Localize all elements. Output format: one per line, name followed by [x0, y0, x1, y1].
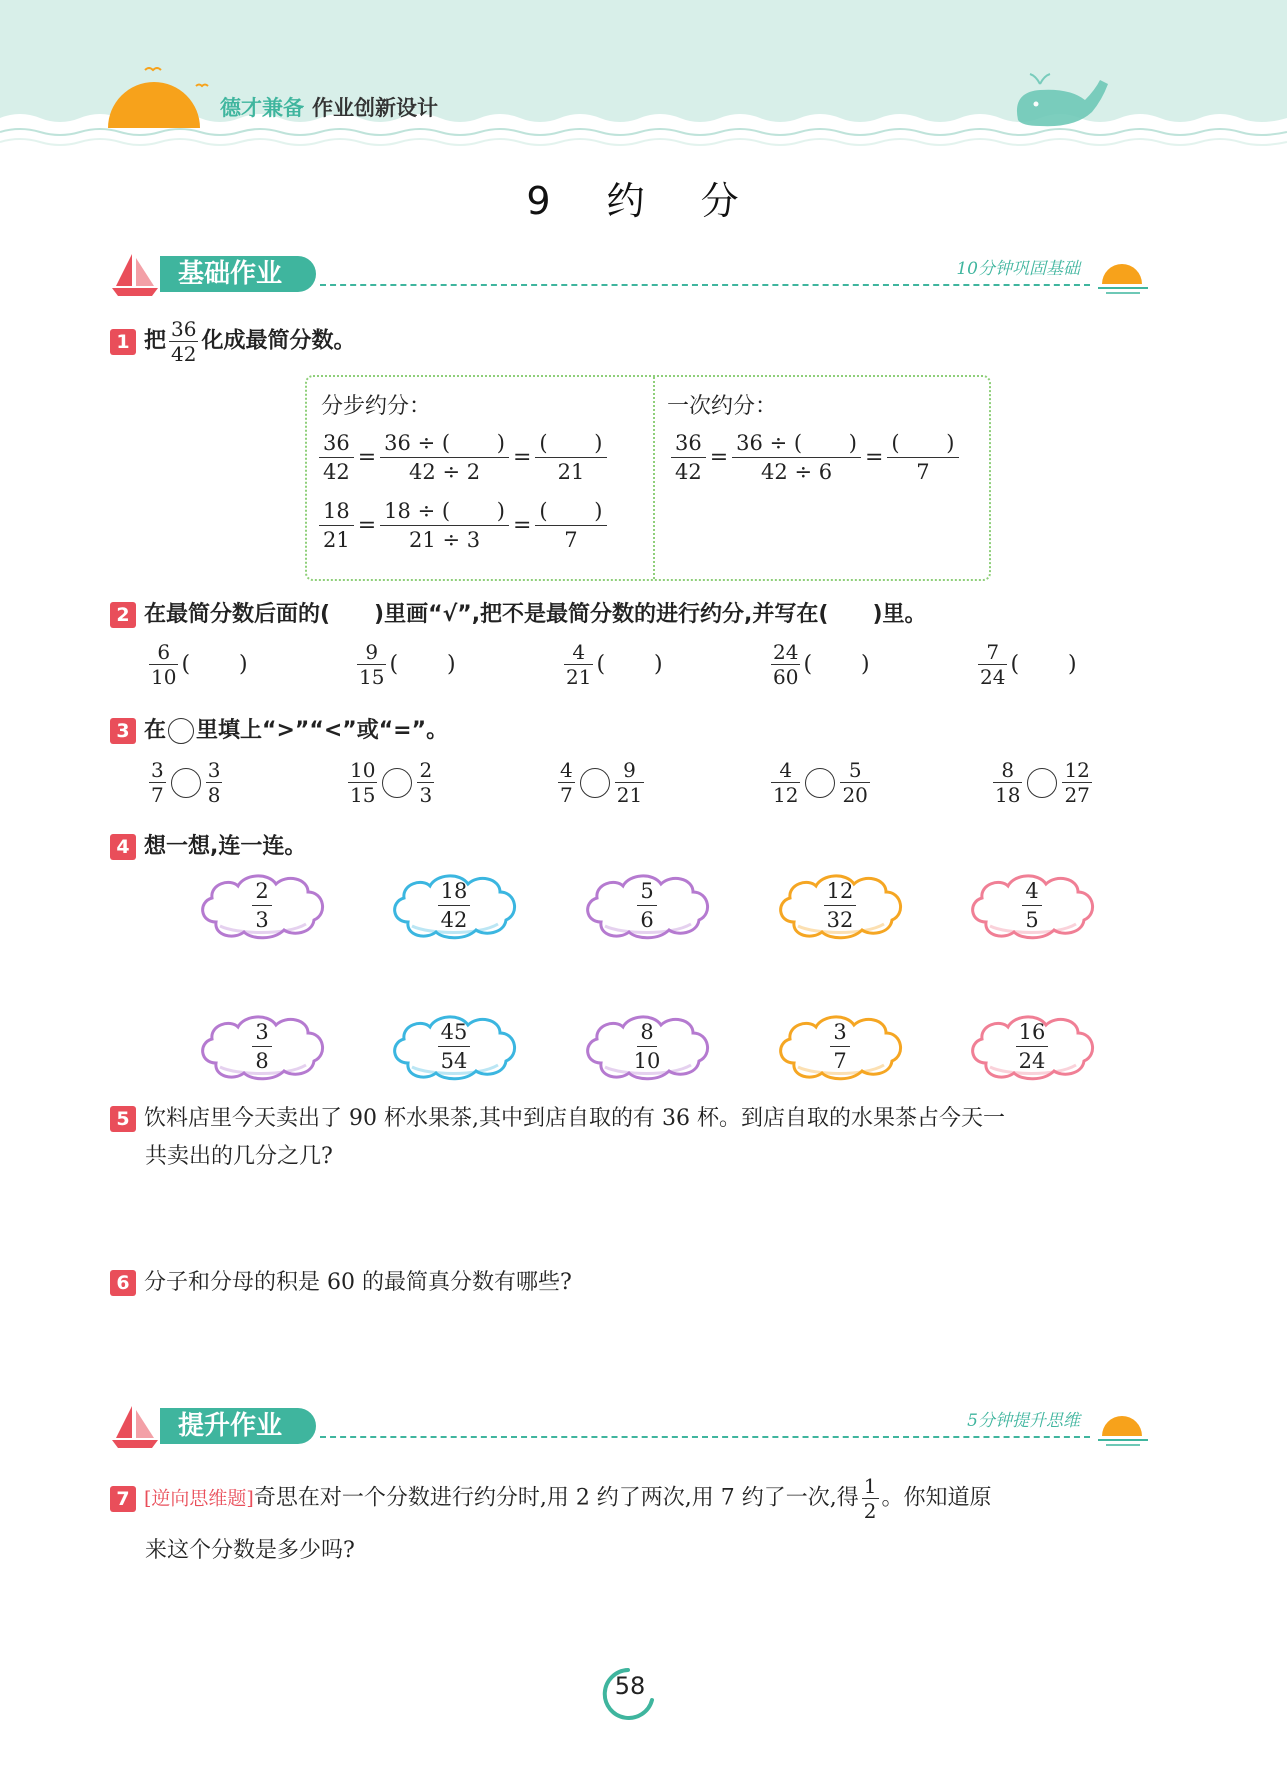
denominator: 7: [151, 783, 164, 807]
q2-item: [975, 640, 1077, 689]
numerator: 7: [978, 640, 1007, 665]
stepwise-heading: 分步约分：: [321, 394, 432, 419]
answer-blank[interactable]: ( ): [1010, 652, 1077, 677]
q2-item: [146, 640, 248, 689]
question-number: 5: [110, 1106, 136, 1132]
question-5: [110, 1104, 1005, 1134]
denominator: 10: [633, 1049, 661, 1073]
cloud-fraction[interactable]: [966, 870, 1098, 942]
numerator: 5: [840, 758, 869, 783]
numerator: 18: [319, 497, 354, 526]
question-number: 2: [110, 602, 136, 628]
answer-blank[interactable]: ( ): [181, 652, 248, 677]
denominator: 8: [255, 1049, 269, 1073]
denominator: 42 ÷ 2: [409, 460, 481, 484]
equals-sign: =: [512, 513, 532, 538]
denominator: 24: [980, 665, 1006, 689]
numerator: 12: [1064, 758, 1090, 782]
denominator: 21: [323, 528, 350, 552]
section-advanced-note: 5分钟提升思维: [967, 1411, 1080, 1431]
denominator: 18: [995, 783, 1021, 807]
cloud-fraction[interactable]: [581, 870, 713, 942]
brand-green: 德才兼备: [220, 96, 304, 120]
cloud-fraction[interactable]: [388, 870, 520, 942]
equals-sign: =: [864, 445, 884, 470]
numerator: 9: [357, 640, 386, 665]
denominator: 21: [557, 460, 585, 484]
numerator: 2: [252, 877, 271, 906]
equals-sign: =: [357, 513, 377, 538]
denominator: 42 ÷ 6: [761, 460, 833, 484]
oneshot-heading: 一次约分：: [667, 394, 778, 419]
q6-text: 分子和分母的积是 60 的最简真分数有哪些?: [144, 1270, 572, 1295]
denominator: 15: [359, 665, 385, 689]
section-basic-label: 基础作业: [160, 256, 316, 292]
sunset-icon: [1096, 256, 1150, 296]
equation-3: [671, 429, 959, 486]
section-advanced-header: [110, 1400, 1150, 1456]
question-number: 1: [110, 329, 136, 355]
box-divider: [653, 377, 655, 579]
numerator: 36: [671, 429, 706, 458]
section-advanced-label: 提升作业: [160, 1408, 316, 1444]
answer-blank[interactable]: ( ): [535, 497, 606, 526]
denominator: 3: [255, 908, 269, 932]
cloud-fraction-text: [774, 1018, 906, 1075]
q3-item: [555, 758, 647, 807]
q3-text-after: 里填上“>”“<”或“=”。: [196, 718, 449, 743]
answer-blank[interactable]: ( ): [803, 652, 870, 677]
q3-text-before: 在: [144, 718, 167, 743]
brand-black: 作业创新设计: [312, 96, 438, 120]
numerator: 4: [1022, 877, 1041, 906]
cloud-fraction-text: [774, 877, 906, 934]
denominator: 24: [1018, 1049, 1046, 1073]
numerator: 16: [1016, 1018, 1049, 1047]
cloud-fraction[interactable]: [966, 1011, 1098, 1083]
q1-fraction: [169, 317, 198, 366]
question-4: [110, 832, 306, 862]
page-title: 9 约 分: [526, 179, 761, 223]
numerator: 9: [615, 758, 644, 783]
denominator: 27: [1064, 783, 1090, 807]
q4-text: 想一想,连一连。: [144, 834, 307, 859]
circle-symbol: [168, 718, 194, 744]
numerator: 45: [438, 1018, 471, 1047]
q3-item: [345, 758, 437, 807]
denominator: 42: [171, 342, 197, 366]
header-banner: [0, 0, 1287, 160]
q7-text-after: 。你知道原: [881, 1485, 992, 1511]
q1-work-box: [305, 375, 991, 581]
denominator: 54: [440, 1049, 468, 1073]
denominator: 5: [1025, 908, 1039, 932]
numerator: 6: [149, 640, 178, 665]
cloud-fraction-text: [966, 877, 1098, 934]
denominator: 32: [826, 908, 854, 932]
page-number: 58: [614, 1672, 646, 1700]
question-3: [110, 716, 448, 746]
numerator: 3: [151, 758, 164, 782]
cloud-fraction[interactable]: [581, 1011, 713, 1083]
denominator: 21: [616, 783, 643, 807]
cloud-fraction[interactable]: [388, 1011, 520, 1083]
q5-line-1: 饮料店里今天卖出了 90 杯水果茶,其中到店自取的有 36 杯。到店自取的水果茶占今天一: [144, 1106, 1005, 1131]
equals-sign: =: [512, 445, 532, 470]
numerator: 8: [993, 758, 1022, 783]
numerator: 5: [637, 877, 656, 906]
question-tag: [逆向思维题]: [144, 1487, 254, 1510]
equals-sign: =: [709, 445, 729, 470]
q5-line-2: 共卖出的几分之几?: [145, 1144, 333, 1169]
numerator: 18: [438, 877, 471, 906]
cloud-fraction-text: [581, 1018, 713, 1075]
answer-blank[interactable]: 18 ÷ ( ): [380, 497, 509, 526]
q2-text: 在最简分数后面的( )里画“√”,把不是最简分数的进行约分,并写在( )里。: [144, 602, 927, 627]
denominator: 7: [833, 1049, 847, 1073]
numerator: 36: [319, 429, 354, 458]
denominator: 20: [842, 783, 868, 807]
cloud-fraction-text: [196, 1018, 328, 1075]
equation-2: [319, 497, 607, 554]
brand-title: [220, 92, 438, 122]
answer-blank[interactable]: ( ): [596, 652, 663, 677]
q1-text-after: 化成最简分数。: [201, 328, 356, 354]
numerator: 10: [350, 758, 376, 782]
numerator: 3: [830, 1018, 849, 1047]
cloud-fraction-text: [388, 877, 520, 934]
equals-sign: =: [357, 445, 377, 470]
answer-blank[interactable]: ( ): [389, 652, 456, 677]
question-number: 6: [110, 1270, 136, 1296]
q3-item: [768, 758, 873, 807]
denominator: 2: [863, 1499, 877, 1523]
q2-item: [354, 640, 456, 689]
denominator: 8: [207, 783, 221, 807]
question-1: [110, 317, 355, 366]
numerator: 8: [637, 1018, 656, 1047]
numerator: 3: [207, 758, 221, 782]
question-2: [110, 600, 927, 630]
numerator: 12: [824, 877, 857, 906]
denominator: 15: [350, 783, 376, 807]
denominator: 42: [440, 908, 468, 932]
equation-1: [319, 429, 607, 486]
page-header: [0, 0, 1287, 160]
cloud-fraction[interactable]: [774, 1011, 906, 1083]
numerator: 4: [560, 758, 573, 782]
q3-item: [990, 758, 1095, 807]
q1-text-before: 把: [144, 328, 167, 354]
cloud-fraction-text: [966, 1018, 1098, 1075]
section-divider: [320, 284, 1090, 286]
q7-line-2: 来这个分数是多少吗?: [145, 1538, 355, 1563]
question-6: [110, 1268, 572, 1298]
numerator: 3: [252, 1018, 271, 1047]
numerator: 4: [771, 758, 800, 783]
q3-item: [146, 758, 225, 807]
denominator: 21: [566, 665, 592, 689]
cloud-fraction-text: [196, 877, 328, 934]
denominator: 10: [151, 665, 177, 689]
numerator: 4: [564, 640, 593, 665]
numerator: 36: [171, 317, 197, 341]
section-basic-note: 10分钟巩固基础: [956, 259, 1080, 279]
q2-item: [561, 640, 663, 689]
numerator: 1: [863, 1474, 877, 1498]
denominator: 7: [564, 528, 578, 552]
cloud-fraction-text: [388, 1018, 520, 1075]
denominator: 21 ÷ 3: [409, 528, 481, 552]
answer-blank[interactable]: 36 ÷ ( ): [732, 429, 861, 458]
q2-item: [768, 640, 870, 689]
q7-text-before: 奇思在对一个分数进行约分时,用 2 约了两次,用 7 约了一次,得: [253, 1485, 859, 1511]
compare-circle[interactable]: [1027, 768, 1057, 798]
section-divider: [320, 1436, 1090, 1438]
sailboat-icon: [110, 1402, 162, 1448]
answer-blank[interactable]: 36 ÷ ( ): [380, 429, 509, 458]
compare-circle[interactable]: [382, 768, 412, 798]
numerator: 2: [419, 758, 433, 782]
question-number: 4: [110, 834, 136, 860]
question-7: [110, 1474, 992, 1523]
denominator: 7: [916, 460, 930, 484]
cloud-fraction[interactable]: [196, 1011, 328, 1083]
numerator: 24: [773, 640, 799, 664]
denominator: 42: [675, 460, 702, 484]
denominator: 6: [640, 908, 654, 932]
compare-circle[interactable]: [580, 768, 610, 798]
compare-circle[interactable]: [805, 768, 835, 798]
cloud-fraction[interactable]: [774, 870, 906, 942]
cloud-fraction-text: [581, 877, 713, 934]
sunset-icon: [1096, 1408, 1150, 1448]
denominator: 42: [323, 460, 350, 484]
denominator: 7: [560, 783, 573, 807]
sailboat-icon: [110, 250, 162, 296]
denominator: 12: [773, 783, 799, 807]
question-number: 3: [110, 718, 136, 744]
section-basic-header: [110, 248, 1150, 304]
denominator: 3: [419, 783, 433, 807]
denominator: 60: [773, 665, 799, 689]
question-number: 7: [110, 1486, 136, 1512]
answer-blank[interactable]: ( ): [535, 429, 606, 458]
answer-blank[interactable]: ( ): [887, 429, 958, 458]
cloud-fraction[interactable]: [196, 870, 328, 942]
compare-circle[interactable]: [171, 768, 201, 798]
